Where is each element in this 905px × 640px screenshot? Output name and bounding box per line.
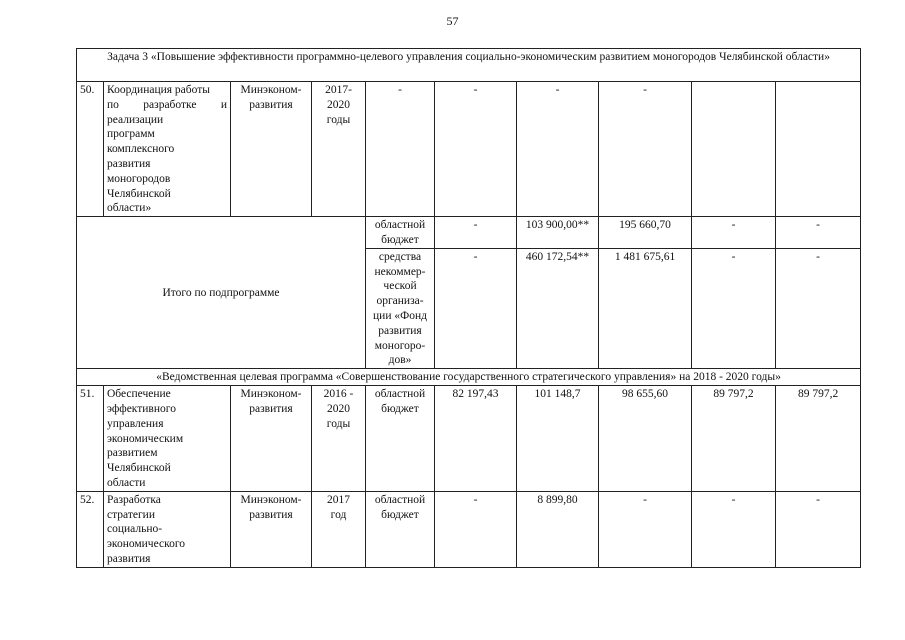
row50-period bbox=[312, 82, 366, 217]
row50-executor bbox=[231, 82, 312, 217]
row51-name-line: Обеспечение bbox=[107, 388, 171, 401]
row52-v5: - bbox=[776, 491, 861, 567]
row50-period-line: 2020 bbox=[327, 98, 350, 111]
row51-name-line: управления bbox=[107, 417, 164, 430]
subtotal-fund-source-line: моногоро- bbox=[374, 339, 426, 352]
row50-name-line: моногородов bbox=[107, 172, 171, 185]
row51-source bbox=[366, 386, 435, 492]
subtotal-budget-v3: 195 660,70 bbox=[599, 217, 692, 249]
subtotal-budget-source bbox=[366, 217, 435, 249]
subtotal-fund-source-line: ции «Фонд bbox=[373, 309, 427, 322]
row52-source-line: бюджет bbox=[381, 508, 419, 521]
row51-period bbox=[312, 386, 366, 492]
subtotal-budget-source-line: областной bbox=[374, 219, 426, 232]
row50-period-line: годы bbox=[326, 113, 351, 126]
row52-name-line: социально- bbox=[107, 523, 163, 536]
subtotal-budget-v5: - bbox=[776, 217, 861, 249]
row50-name-line: комплексного bbox=[107, 143, 175, 156]
row52-source-line: областной bbox=[374, 493, 426, 506]
row52-period-line: год bbox=[330, 508, 347, 521]
subtotal-label: Итого по подпрограмме bbox=[77, 217, 366, 369]
row51-v1: 82 197,43 bbox=[435, 386, 517, 492]
row50-name bbox=[104, 82, 231, 217]
row52-v4: - bbox=[692, 491, 776, 567]
subtotal-fund-source-line: ческой bbox=[383, 280, 417, 293]
subtotal-fund-v3: 1 481 675,61 bbox=[599, 248, 692, 368]
row50-source: - bbox=[366, 82, 435, 217]
row51-name-line: развитием bbox=[107, 447, 158, 460]
row52-name-line: экономического bbox=[107, 538, 186, 551]
subtotal-fund-source-line: некоммер- bbox=[374, 265, 426, 278]
row52-name-line: Разработка bbox=[107, 493, 161, 506]
row51-name-line: области bbox=[107, 476, 146, 489]
row50-name-line: Челябинской bbox=[107, 187, 171, 200]
row50-name-line: программ bbox=[107, 128, 155, 141]
row51-executor bbox=[231, 386, 312, 492]
row51-v2: 101 148,7 bbox=[517, 386, 599, 492]
row50-name-line: по разработке и bbox=[107, 98, 227, 111]
subtotal-fund-v4: - bbox=[692, 248, 776, 368]
row51-executor-line: Минэконом- bbox=[240, 388, 302, 401]
row50-executor-line: развития bbox=[249, 98, 293, 111]
row52-v1: - bbox=[435, 491, 517, 567]
subtotal-fund-source-line: дов» bbox=[388, 354, 412, 367]
row50-period-line: 2017- bbox=[325, 84, 352, 96]
subtotal-fund-v2: 460 172,54** bbox=[517, 248, 599, 368]
row51-v4: 89 797,2 bbox=[692, 386, 776, 492]
table-row-52 bbox=[77, 491, 861, 567]
row51-source-line: бюджет bbox=[381, 402, 419, 415]
subtotal-row-budget bbox=[77, 217, 861, 249]
page-number: 57 bbox=[446, 14, 459, 28]
row50-v3: - bbox=[599, 82, 692, 217]
row52-period-line: 2017 bbox=[327, 493, 350, 506]
row51-period-line: 2016 - bbox=[323, 388, 354, 401]
row52-executor-line: Минэконом- bbox=[240, 493, 302, 506]
program-header: «Ведомственная целевая программа «Совершенствование государственного стратегического управления» на 2018 - 2020 годы» bbox=[77, 369, 861, 386]
row51-name-line: эффективного bbox=[107, 402, 176, 415]
row52-name-line: развития bbox=[107, 552, 151, 565]
row51-period-line: 2020 bbox=[327, 402, 350, 415]
row50-name-line: развития bbox=[107, 157, 151, 170]
row52-period bbox=[312, 491, 366, 567]
row50-v5 bbox=[776, 82, 861, 217]
subtotal-fund-source-line: средства bbox=[378, 250, 422, 263]
row51-source-line: областной bbox=[374, 388, 426, 401]
row50-v2: - bbox=[517, 82, 599, 217]
program-table bbox=[76, 48, 861, 568]
row50-executor-line: Минэконом- bbox=[240, 84, 302, 96]
row52-v2: 8 899,80 bbox=[517, 491, 599, 567]
row50-v1: - bbox=[435, 82, 517, 217]
subtotal-budget-v4: - bbox=[692, 217, 776, 249]
row52-source bbox=[366, 491, 435, 567]
row52-v3: - bbox=[599, 491, 692, 567]
subtotal-fund-source bbox=[366, 248, 435, 368]
subtotal-fund-v1: - bbox=[435, 248, 517, 368]
row52-name bbox=[104, 491, 231, 567]
subtotal-fund-source-line: развития bbox=[378, 324, 422, 337]
subtotal-budget-source-line: бюджет bbox=[381, 233, 419, 246]
program-header-row bbox=[77, 369, 861, 386]
row51-period-line: годы bbox=[326, 417, 351, 430]
subtotal-budget-v1: - bbox=[435, 217, 517, 249]
row51-name-line: экономическим bbox=[107, 432, 184, 445]
task3-header: Задача 3 «Повышение эффективности программно-целевого управления социально-экономическим развитием моногородов Челябинской области» bbox=[77, 49, 861, 82]
row51-num: 51. bbox=[77, 386, 104, 492]
table-row-50 bbox=[77, 82, 861, 217]
row51-executor-line: развития bbox=[249, 402, 293, 415]
subtotal-fund-source-line: организа- bbox=[376, 295, 424, 308]
row52-executor-line: развития bbox=[249, 508, 293, 521]
row50-num: 50. bbox=[77, 82, 104, 217]
task3-header-row bbox=[77, 49, 861, 82]
row51-name bbox=[104, 386, 231, 492]
row50-v4 bbox=[692, 82, 776, 217]
subtotal-budget-v2: 103 900,00** bbox=[517, 217, 599, 249]
subtotal-fund-v5: - bbox=[776, 248, 861, 368]
row52-executor bbox=[231, 491, 312, 567]
row52-name-line: стратегии bbox=[107, 508, 155, 521]
table-row-51 bbox=[77, 386, 861, 492]
row50-name-line: реализации bbox=[107, 113, 164, 126]
row50-name-line: Координация работы bbox=[107, 84, 210, 96]
row51-v5: 89 797,2 bbox=[776, 386, 861, 492]
row50-name-line: области» bbox=[107, 202, 152, 215]
row51-name-line: Челябинской bbox=[107, 462, 171, 475]
row52-num: 52. bbox=[77, 491, 104, 567]
row51-v3: 98 655,60 bbox=[599, 386, 692, 492]
